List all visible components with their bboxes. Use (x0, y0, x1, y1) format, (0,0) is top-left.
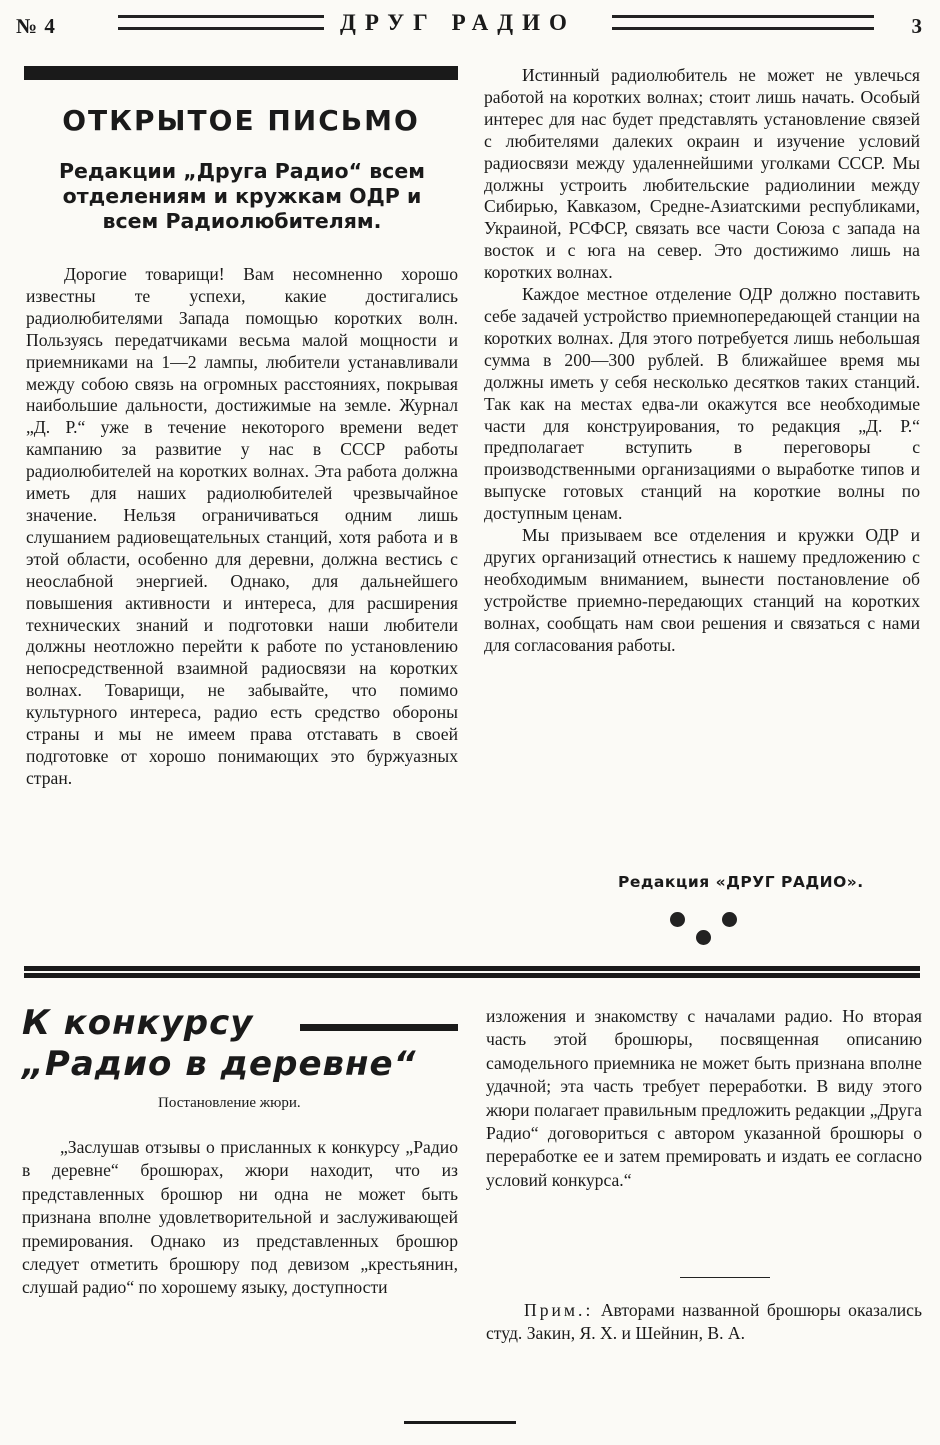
ornament-dot (722, 912, 737, 927)
contest-paragraph: изложения и знакомству с началами радио. Но вторая часть этой брошюры, посвященная описанию самодельного приемника не может быть признана вполне удачной; эта часть требует переработки. В виду этого жюри полагает правильным предложить редакции „Друга Радио“ договориться с автором указанной брошюры о переработке ее и затем премировать и издать ее согласно условий конкурса.“ (486, 1006, 922, 1190)
letter-subtitle: Редакции „Друга Радио“ всем отделениям и кружкам ОДР и всем Радиолюбителям. (59, 159, 425, 233)
section-separator (24, 966, 920, 978)
ornament-dot (696, 930, 711, 945)
footer-ornament-rule (404, 1421, 516, 1424)
journal-title: ДРУГ РАДИО (340, 10, 576, 35)
letter-right-column (484, 65, 920, 656)
letter-title: ОТКРЫТОЕ ПИСЬМО (62, 104, 420, 137)
letter-top-rule (24, 66, 458, 80)
ornament-dot (670, 912, 685, 927)
page-number: 3 (911, 14, 922, 38)
header-rule-left (118, 15, 324, 30)
contest-title-line1: К конкурсу (22, 1003, 254, 1043)
contest-note (486, 1299, 922, 1346)
issue-number: № 4 (16, 14, 56, 38)
note-label: Прим.: (524, 1300, 594, 1320)
contest-left-column (22, 1136, 458, 1300)
contest-divider (680, 1277, 770, 1278)
contest-paragraph: „Заслушав отзывы о присланных к конкурсу „Радио в деревне“ брошюрах, жюри находит, что из представленных брошюр ни одна не может быть признана вполне удовлетворительной и заслуживающей премирования. Однако из представленных брошюр следует отметить брошюру под девизом „крестьянин, слушай радио“ по хорошему языку, доступности (22, 1137, 458, 1298)
contest-right-column (486, 1005, 922, 1192)
letter-left-column (26, 264, 458, 790)
letter-paragraph: Мы призываем все отделения и кружки ОДР и других организаций отнестись к нашему предложению с необходимым вниманием, вынести постановление об устройстве приемно-передающих станций на коротких волнах, сообщать нам свои решения и связаться с нами для согласования работы. (484, 525, 920, 655)
header-rule-right (612, 15, 874, 30)
contest-subtitle: Постановление жюри. (158, 1095, 301, 1111)
contest-title-line2: „Радио в деревне“ (22, 1044, 417, 1084)
note-text: Авторами названной брошюры оказались студ. Закин, Я. Х. и Шейнин, В. А. (486, 1300, 922, 1344)
letter-paragraph: Истинный радиолюбитель не может не увлечься работой на коротких волнах; стоит лишь начать. Особый интерес для нас будет представлять установление связей с любителями далеких окраин и изучение условий радиосвязи между удаленнейшими уголками СССР. Мы должны устроить любительские радиолинии между Сибирью, Кавказом, Средне-Азиатскими республиками, Украиной, РСФСР, связать все части Союза с запада на восток и с юга на север. Это достижимо лишь на коротких волнах. (484, 65, 920, 283)
contest-title-rule (300, 1024, 458, 1031)
letter-signature: Редакция «ДРУГ РАДИО». (618, 873, 864, 891)
letter-paragraph: Дорогие товарищи! Вам несомненно хорошо известны те успехи, какие достигались радиолюбителями Запада помощью коротких волн. Пользуясь передатчиками весьма малой мощности и приемниками на 1—2 лампы, любители устанавливали между собою связь на огромных расстояниях, покрывая наибольшие дальности, достижимые на земле. Журнал „Д. Р.“ уже в течение некоторого времени ведет кампанию за развитие у нас в СССР работы радиолюбителей на коротких волнах. Эта работа должна иметь для наших радиолюбителей чрезвычайное значение. Нельзя ограничиваться одним лишь слушанием радиовещательных станций, хотя работа и в этой области, особенно для деревни, должна вестись с неослабной энергией. Однако, для дальнейшего повышения активности и интереса, для расширения технических знаний и подготовки наши любители должны неотложно перейти к работе по установлению непосредственной взаимной радиосвязи на коротких волнах. Товарищи, не забывайте, что помимо культурного интереса, радио есть средство обороны страны и мы не имеем права отставать в своей подготовке от хорошо понимающих это буржуазных стран. (26, 264, 458, 788)
letter-paragraph: Каждое местное отделение ОДР должно поставить себе задачей устройство приемнопередающей станции на коротких волнах. Для этого потребуется лишь небольшая сумма в 200—300 рублей. В ближайшее время мы должны иметь у себя несколько десятков таких станций. Так как на местах едва-ли окажутся все необходимые части для конструирования, то редакция „Д. Р.“ предполагает вступить в переговоры с производственными организациями о выработке типов и выпуске готовых станций на короткие волны по доступным ценам. (484, 284, 920, 524)
